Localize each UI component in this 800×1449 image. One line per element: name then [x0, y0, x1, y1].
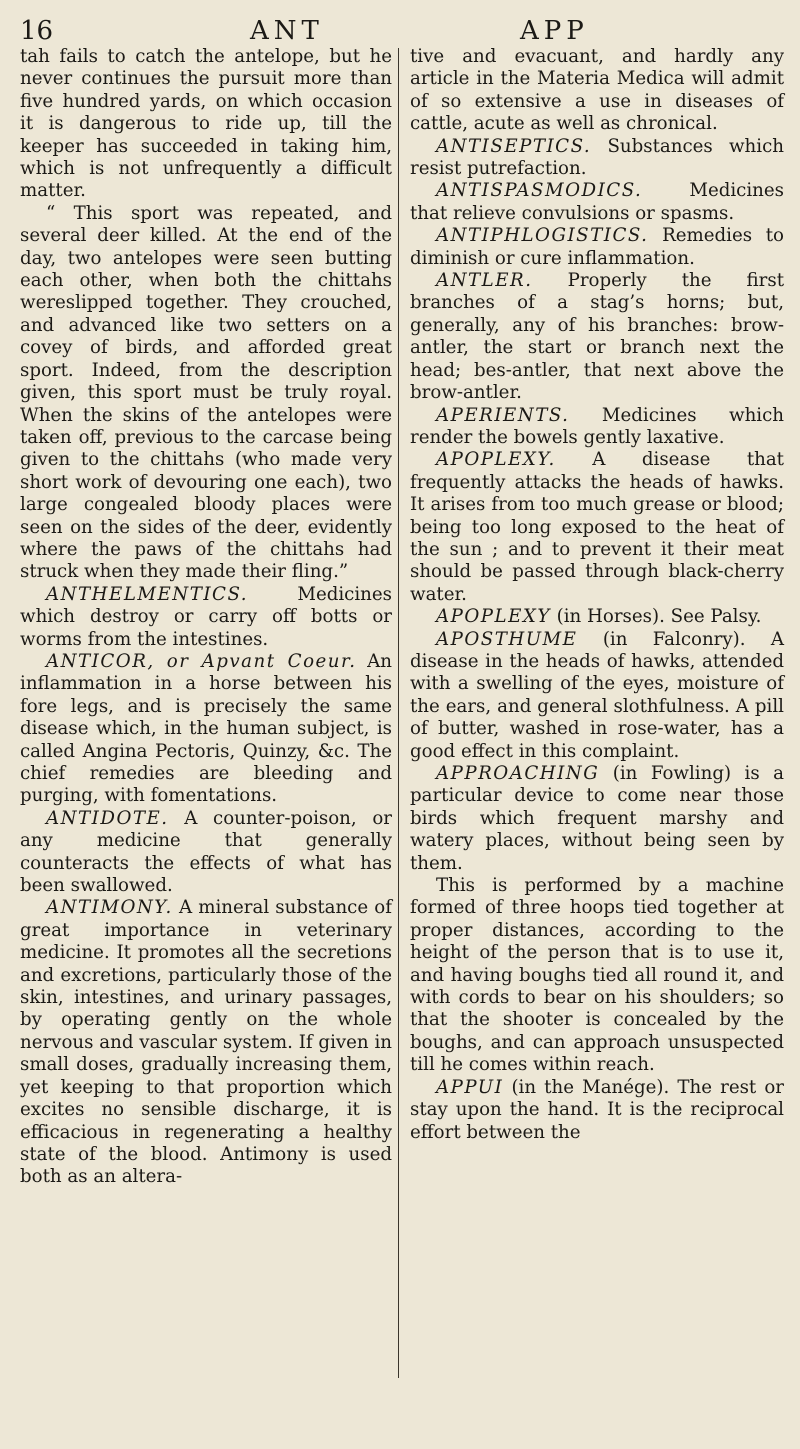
- entry: [410, 270, 784, 404]
- entry: [410, 405, 784, 450]
- paragraph: tive and evacuant, and hardly any article in the Materia Medica will admit of so extensive a use in diseases of cattle, acute as well as chronical.: [410, 46, 784, 135]
- entry: [410, 1077, 784, 1144]
- entry: [20, 897, 392, 1188]
- entry: [20, 651, 392, 808]
- entry-text: Properly the first branches of a stag’s horns; but, generally, any of his branches: brow-antler, the start or branch next the head; bes-antler, that next above the brow-antler.: [410, 270, 784, 404]
- entry: [410, 449, 784, 606]
- entry: [410, 629, 784, 763]
- entry-term: APPROACHING: [436, 763, 600, 784]
- right-running-head: APP: [520, 16, 589, 46]
- entry-term: ANTISEPTICS.: [436, 135, 592, 157]
- entry: [20, 584, 392, 651]
- entry-text: Medicines which render the bowels gently laxative.: [410, 404, 784, 448]
- entry-term: APOPLEXY.: [436, 449, 556, 471]
- entry-text: (in Horses). See Palsy.: [556, 606, 762, 628]
- paragraph: tah fails to catch the antelope, but he never continues the pursuit more than five hundred yards, on which occasion it is dangerous to ride up, till the keeper has succeeded in taking him, which is not unfrequently a difficult matter.: [20, 46, 392, 202]
- right-column: [410, 46, 784, 1144]
- entry-text: (in Falconry). A disease in the heads of hawks, attended with a swelling of the eyes, moisture of the ears, and general slothfulness. A pill of butter, washed in rose-water, has a good effect in this complaint.: [410, 628, 784, 762]
- entry: [410, 606, 784, 628]
- left-running-head: ANT: [250, 16, 324, 46]
- entry-term: ANTHELMENTICS.: [46, 583, 249, 605]
- left-column: [20, 46, 392, 1189]
- page-number: 16: [20, 16, 54, 46]
- entry-term: APPUI: [436, 1076, 504, 1098]
- entry-text: (in the Manége). The rest or stay upon the hand. It is the reciprocal effort between the: [410, 1076, 784, 1143]
- entry-text: Medicines which destroy or carry off botts or worms from the intestines.: [20, 583, 392, 650]
- entry-text: Medicines that relieve convulsions or spasms.: [410, 180, 784, 224]
- entry-text: A counter-poison, or any medicine that generally counteracts the effects of what has been swallowed.: [20, 807, 392, 897]
- entry: [410, 225, 784, 270]
- paragraph: This is performed by a machine formed of three hoops tied together at proper distances, according to the height of the person that is to use it, and having boughs tied all round it, and with cords to bear on his shoulders; so that the shooter is concealed by the boughs, and can approach unsuspected till he comes within reach.: [410, 875, 784, 1076]
- entry-term: ANTICOR, or Apvant Coeur.: [46, 650, 357, 672]
- entry-term: ANTISPASMODICS.: [436, 180, 643, 202]
- entry-term: ANTIMONY.: [46, 897, 173, 919]
- entry-text: Remedies to diminish or cure inflammation.: [410, 225, 784, 269]
- entry-text: A mineral substance of great importance in veterinary medicine. It promotes all the secretions and excretions, particularly those of the skin, intestines, and urinary passages, by operating gently on the whole nervous and vascular system. If given in small doses, gradually increasing them, yet keeping to that proportion which excites no sensible discharge, it is efficacious in regenerating a healthy state of the blood. Antimony is used both as an altera-: [20, 897, 392, 1188]
- column-divider: [398, 48, 399, 1378]
- entry-text: An inflammation in a horse between his fore legs, and is precisely the same disease which, in the human subject, is called Angina Pectoris, Quinzy, &c. The chief remedies are bleeding and purging, with fomentations.: [20, 650, 392, 807]
- entry-text: (in Fowling) is a particular device to come near those birds which frequent marshy and watery places, without being seen by them.: [410, 763, 784, 874]
- entry-term: APOPLEXY: [436, 606, 551, 628]
- entry: [410, 763, 784, 875]
- entry: [410, 136, 784, 181]
- entry-term: APOSTHUME: [436, 628, 578, 650]
- entry-text: A disease that frequently attacks the heads of hawks. It arises from too much grease or blood; being too long exposed to the heat of the sun ; and to prevent it their meat should be passed through black-cherry water.: [410, 449, 784, 605]
- entry-text: Substances which resist putrefaction.: [410, 135, 784, 180]
- entry-term: ANTIPHLOGISTICS.: [436, 225, 649, 247]
- entry-term: APERIENTS.: [436, 404, 570, 426]
- paragraph: “ This sport was repeated, and several deer killed. At the end of the day, two antelopes were seen butting each other, when both the chittahs wereslipped together. They crouched, and advanced like two setters on a covey of birds, and afforded great sport. Indeed, from the description given, this sport must be truly royal. When the skins of the antelopes were taken off, previous to the carcase being given to the chittahs (who made very short work of devouring one each), two large congealed bloody places were seen on the sides of the deer, evidently where the paws of the chittahs had struck when they made their fling.”: [20, 202, 392, 583]
- entry-term: ANTIDOTE.: [46, 807, 169, 829]
- entry: [410, 180, 784, 225]
- entry: [20, 808, 392, 898]
- entry-term: ANTLER.: [436, 270, 533, 292]
